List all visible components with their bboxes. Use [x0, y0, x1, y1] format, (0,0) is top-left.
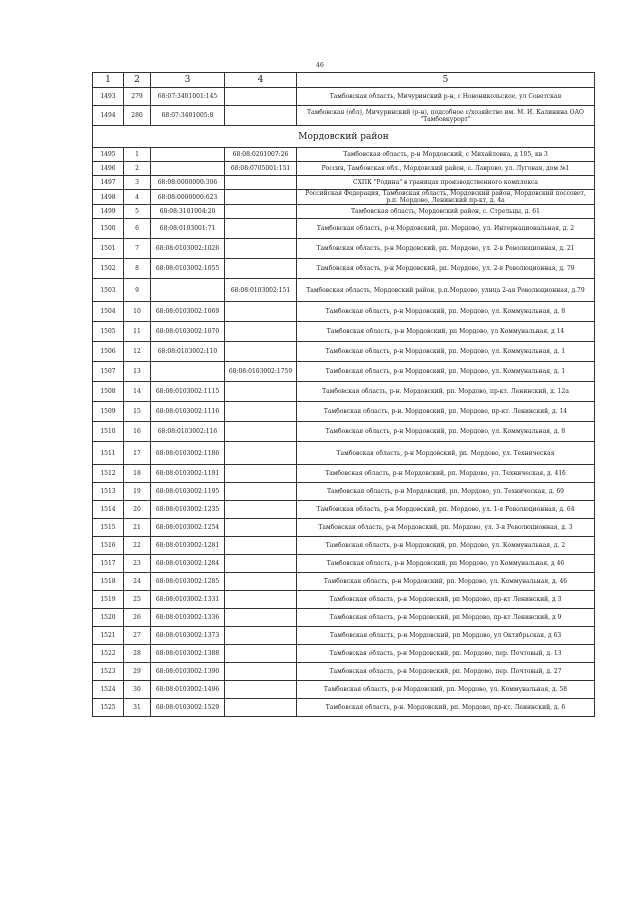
cadastral-number-alt	[225, 465, 297, 483]
cadastral-number-alt	[225, 645, 297, 663]
address-cell: Тамбовская область, р-н Мордовский, рп. Мордово, пер. Почтовый, д. 13	[297, 645, 595, 663]
table-row	[93, 342, 595, 362]
row-number: 1508	[93, 382, 124, 402]
column-header: 4	[225, 73, 297, 88]
cadastral-number-alt: 68:08:0103002:151	[225, 279, 297, 302]
column-header-row	[93, 73, 595, 88]
cadastral-number: 68:08:0103002:1195	[151, 483, 225, 501]
row-number: 1501	[93, 239, 124, 259]
table-row	[93, 362, 595, 382]
row-number: 1500	[93, 219, 124, 239]
cadastral-number-alt	[225, 519, 297, 537]
address-cell: Тамбовская область, р-н Мордовский, рп. Мордово, ул. Коммунальная, д. 2	[297, 537, 595, 555]
address-cell: Тамбовская область, р-н Мордовский, рп. Мордово, ул. Коммунальная, д. 46	[297, 573, 595, 591]
table-row	[93, 501, 595, 519]
row-number: 1499	[93, 205, 124, 219]
cadastral-number: 68:08:0103002:1069	[151, 302, 225, 322]
cadastral-number-alt	[225, 106, 297, 126]
cadastral-number: 68:08:0103002:1235	[151, 501, 225, 519]
district-row-number: 16	[124, 422, 151, 442]
row-number: 1507	[93, 362, 124, 382]
cadastral-number: 68:08:0103002:1055	[151, 259, 225, 279]
row-number: 1493	[93, 88, 124, 106]
cadastral-number: 68:08:0103002:1116	[151, 402, 225, 422]
cadastral-number-alt	[225, 239, 297, 259]
district-row-number: 17	[124, 442, 151, 465]
cadastral-number-alt	[225, 681, 297, 699]
table-row	[93, 442, 595, 465]
cadastral-number: 68:08:0103001:71	[151, 219, 225, 239]
section-header-row	[93, 126, 595, 148]
district-row-number: 27	[124, 627, 151, 645]
table-row	[93, 302, 595, 322]
table-row	[93, 573, 595, 591]
cadastral-number: 68:08:0103002:1331	[151, 591, 225, 609]
table-row	[93, 663, 595, 681]
address-cell: Тамбовская область, р-н Мордовский, рп. Мордово, ул. 1-я Революционная, д. 64	[297, 501, 595, 519]
cadastral-number	[151, 162, 225, 176]
column-header: 2	[124, 73, 151, 88]
table-row	[93, 483, 595, 501]
table-row	[93, 148, 595, 162]
district-row-number: 31	[124, 699, 151, 717]
table-row	[93, 699, 595, 717]
district-row-number: 14	[124, 382, 151, 402]
cadastral-number-alt	[225, 663, 297, 681]
cadastral-number: 68:08:0000000:306	[151, 176, 225, 190]
district-row-number: 30	[124, 681, 151, 699]
address-cell: Россия, Тамбовская обл., Мордовский район, с. Лаврово, ул. Луговая, дом №1	[297, 162, 595, 176]
row-number: 1519	[93, 591, 124, 609]
row-number: 1513	[93, 483, 124, 501]
address-cell: Тамбовская область, р-н Мордовский, рп. Мордово, ул. Коммунальная, д. 58	[297, 681, 595, 699]
cadastral-number: 68:08:0103002:1336	[151, 609, 225, 627]
row-number: 1504	[93, 302, 124, 322]
district-row-number: 9	[124, 279, 151, 302]
cadastral-number-alt	[225, 555, 297, 573]
cadastral-number: 68:08:0103002:1281	[151, 537, 225, 555]
cadastral-number: 68:08:0103002:1388	[151, 645, 225, 663]
address-cell: Тамбовская область, р-н Мордовский, рп. Мордово, ул. Интернациональная, д. 2	[297, 219, 595, 239]
cadastral-number: 68:07:3401001:145	[151, 88, 225, 106]
address-cell: Тамбовская область, Мордовский район, с. Стрельцы, д. 61	[297, 205, 595, 219]
address-cell: Тамбовская область, р-н Мордовский, рп Мордово, пр-кт Ленинский, д 9	[297, 609, 595, 627]
column-header: 3	[151, 73, 225, 88]
cadastral-number	[151, 362, 225, 382]
address-cell: Тамбовская область, р-н Мордовский, рп. Мордово, ул. Техническая, д. 41б	[297, 465, 595, 483]
cadastral-number-alt	[225, 205, 297, 219]
cadastral-number-alt	[225, 302, 297, 322]
address-cell: Тамбовская область, Мордовский район, р.п.Мордово, улица 2-ая Революционная, д.79	[297, 279, 595, 302]
cadastral-number-alt	[225, 382, 297, 402]
row-number: 1506	[93, 342, 124, 362]
address-cell: Тамбовская область, р-н Мордовский, рп Мордово, пр-кт Ленинский, д 3	[297, 591, 595, 609]
cadastral-number-alt	[225, 342, 297, 362]
row-number: 1521	[93, 627, 124, 645]
district-row-number: 26	[124, 609, 151, 627]
table-row	[93, 422, 595, 442]
cadastral-number: 68:08:0103002:1529	[151, 699, 225, 717]
row-number: 1517	[93, 555, 124, 573]
table-row	[93, 402, 595, 422]
cadastral-number: 68:07:3401005:8	[151, 106, 225, 126]
address-cell: Тамбовская область, р-н Мордовский, рп. Мордово, ул. Техническая, д. 69	[297, 483, 595, 501]
district-row-number: 8	[124, 259, 151, 279]
table-row	[93, 555, 595, 573]
table-row	[93, 645, 595, 663]
previous-district-rows	[93, 88, 595, 126]
row-number: 1494	[93, 106, 124, 126]
cadastral-number	[151, 279, 225, 302]
row-number: 1496	[93, 162, 124, 176]
cadastral-number: 68:08:0103002:1284	[151, 555, 225, 573]
cadastral-number-alt	[225, 176, 297, 190]
property-register-table	[92, 72, 595, 717]
cadastral-number-alt: 68:08:0705001:151	[225, 162, 297, 176]
table-row	[93, 537, 595, 555]
row-number: 1518	[93, 573, 124, 591]
table-row	[93, 190, 595, 205]
table-row	[93, 465, 595, 483]
table-row	[93, 591, 595, 609]
cadastral-number-alt	[225, 259, 297, 279]
address-cell: Тамбовская область, р-н Мордовский, рп. Мордово, ул. Техническая	[297, 442, 595, 465]
cadastral-number: 68:08:3101004:20	[151, 205, 225, 219]
cadastral-number-alt	[225, 483, 297, 501]
district-row-number: 18	[124, 465, 151, 483]
address-cell: Тамбовская область, р-н. Мордовский, рп. Мордово, пр-кт. Ленинский, д. 14	[297, 402, 595, 422]
table-row	[93, 609, 595, 627]
cadastral-number-alt: 68:08:0201007:26	[225, 148, 297, 162]
district-row-number: 2	[124, 162, 151, 176]
table-row	[93, 259, 595, 279]
cadastral-number-alt	[225, 219, 297, 239]
district-row-number: 11	[124, 322, 151, 342]
row-number: 1497	[93, 176, 124, 190]
table-row	[93, 322, 595, 342]
address-cell: Тамбовская область, р-н Мордовский, с Михайловка, д 105, кв 3	[297, 148, 595, 162]
district-row-number: 23	[124, 555, 151, 573]
district-row-number: 6	[124, 219, 151, 239]
row-number: 1511	[93, 442, 124, 465]
row-number: 1502	[93, 259, 124, 279]
row-number: 1505	[93, 322, 124, 342]
table-row	[93, 219, 595, 239]
district-row-number: 7	[124, 239, 151, 259]
district-row-number: 22	[124, 537, 151, 555]
row-number: 1523	[93, 663, 124, 681]
row-number: 1503	[93, 279, 124, 302]
district-row-number: 28	[124, 645, 151, 663]
address-cell: Тамбовская область, р-н Мордовский, рп. Мордово, ул. Коммунальная, д. 1	[297, 342, 595, 362]
row-number: 1524	[93, 681, 124, 699]
cadastral-number-alt	[225, 501, 297, 519]
district-row-number: 13	[124, 362, 151, 382]
cadastral-number-alt	[225, 402, 297, 422]
cadastral-number-alt	[225, 591, 297, 609]
cadastral-number: 68:08:0103002:1285	[151, 573, 225, 591]
table-row	[93, 205, 595, 219]
row-number: 1495	[93, 148, 124, 162]
address-cell: Тамбовская область, р-н Мордовский, рп. Мордово, ул. 2-я Революционная, д. 79	[297, 259, 595, 279]
table-row	[93, 279, 595, 302]
table-row	[93, 239, 595, 259]
cadastral-number: 68:08:0103002:1026	[151, 239, 225, 259]
row-number: 1510	[93, 422, 124, 442]
district-rows	[93, 148, 595, 717]
district-row-number: 21	[124, 519, 151, 537]
table-row	[93, 627, 595, 645]
cadastral-number: 68:08:0000000:623	[151, 190, 225, 205]
cadastral-number-alt	[225, 627, 297, 645]
section-title: Мордовский район	[93, 126, 595, 148]
district-row-number: 4	[124, 190, 151, 205]
column-header: 5	[297, 73, 595, 88]
district-row-number: 12	[124, 342, 151, 362]
cadastral-number-alt	[225, 190, 297, 205]
cadastral-number-alt	[225, 573, 297, 591]
address-cell: Тамбовская область, р-н Мордовский, рп. Мордово, ул. 2-я Революционная, д. 21	[297, 239, 595, 259]
district-row-number: 10	[124, 302, 151, 322]
address-cell: Тамбовская область, р-н Мордовский, рп Мордово, ул Октябрьская, д 63	[297, 627, 595, 645]
cadastral-number: 68:08:0103002:110	[151, 342, 225, 362]
table-row	[93, 106, 595, 126]
district-row-number: 29	[124, 663, 151, 681]
district-row-number: 1	[124, 148, 151, 162]
district-row-number: 5	[124, 205, 151, 219]
address-cell: Тамбовская область, р-н. Мордовский, рп. Мордово, пр-кт. Ленинский, д. 6	[297, 699, 595, 717]
cadastral-number-alt	[225, 609, 297, 627]
address-cell: Тамбовская область, р-н Мордовский, рп. Мордово, ул. Коммунальная, д. 8	[297, 422, 595, 442]
cadastral-number-alt	[225, 442, 297, 465]
cadastral-number: 68:08:0103002:1070	[151, 322, 225, 342]
cadastral-number-alt	[225, 422, 297, 442]
address-cell: Тамбовская область, Мичуринский р-н, с Новоникольское, ул Советская	[297, 88, 595, 106]
table-row	[93, 88, 595, 106]
table-row	[93, 176, 595, 190]
row-number: 1520	[93, 609, 124, 627]
address-cell: Тамбовская область, р-н Мордовский, рп. Мордово, ул. 3-я Революционная, д. 3	[297, 519, 595, 537]
district-row-number: 24	[124, 573, 151, 591]
cadastral-number-alt	[225, 537, 297, 555]
address-cell: Тамбовская (обл), Мичуринский (р-н), подсобное с/хозяйство им. М. И. Калинина ОАО "Тамбовкурорт"	[297, 106, 595, 126]
row-number: 1498	[93, 190, 124, 205]
row-number: 1515	[93, 519, 124, 537]
row-number: 1525	[93, 699, 124, 717]
cadastral-number-alt	[225, 699, 297, 717]
table-row	[93, 519, 595, 537]
cadastral-number-alt: 68:08:0103002:1759	[225, 362, 297, 382]
address-cell: Тамбовская область, р-н Мордовский, рп Мордово, ул Коммунальная, д 14	[297, 322, 595, 342]
address-cell: Тамбовская область, р-н Мордовский, рп. Мордово, ул. Коммунальная, д. 8	[297, 302, 595, 322]
cadastral-number: 68:08:0103002:1373	[151, 627, 225, 645]
row-number: 1514	[93, 501, 124, 519]
district-row-number: 279	[124, 88, 151, 106]
section-header	[93, 126, 595, 148]
district-row-number: 20	[124, 501, 151, 519]
cadastral-number: 68:08:0103002:1390	[151, 663, 225, 681]
cadastral-number: 68:08:0103002:1191	[151, 465, 225, 483]
row-number: 1522	[93, 645, 124, 663]
cadastral-number-alt	[225, 88, 297, 106]
cadastral-number: 68:08:0103002:1496	[151, 681, 225, 699]
cadastral-number-alt	[225, 322, 297, 342]
address-cell: Тамбовская область, р-н. Мордовский, рп. Мордово, пр-кт. Ленинский, д. 12а	[297, 382, 595, 402]
district-row-number: 19	[124, 483, 151, 501]
address-cell: Тамбовская область, р-н Мордовский, рп Мордово, ул Коммунальная, д 46	[297, 555, 595, 573]
district-row-number: 3	[124, 176, 151, 190]
cadastral-number	[151, 148, 225, 162]
table-row	[93, 162, 595, 176]
district-row-number: 15	[124, 402, 151, 422]
address-cell: Тамбовская область, р-н Мордовский, рп. Мордово, ул. Коммунальная, д. 1	[297, 362, 595, 382]
address-cell: Российская Федерация, Тамбовская область, Мордовский район, Мордовский поссовет, р.п. Мордово, Ленинский пр-кт, д. 4а	[297, 190, 595, 205]
cadastral-number: 68:08:0103002:1254	[151, 519, 225, 537]
cadastral-number: 68:08:0103002:1186	[151, 442, 225, 465]
cadastral-number: 68:08:0103002:1115	[151, 382, 225, 402]
table-row	[93, 681, 595, 699]
district-row-number: 280	[124, 106, 151, 126]
address-cell: Тамбовская область, р-н Мордовский, рп. Мордово, пер. Почтовый, д. 27	[297, 663, 595, 681]
address-cell: СХПК "Родина" в границах производственного комплекса	[297, 176, 595, 190]
row-number: 1516	[93, 537, 124, 555]
page-number: 46	[315, 62, 325, 69]
district-row-number: 25	[124, 591, 151, 609]
cadastral-number: 68:08:0103002:116	[151, 422, 225, 442]
row-number: 1509	[93, 402, 124, 422]
row-number: 1512	[93, 465, 124, 483]
column-header: 1	[93, 73, 124, 88]
table-row	[93, 382, 595, 402]
